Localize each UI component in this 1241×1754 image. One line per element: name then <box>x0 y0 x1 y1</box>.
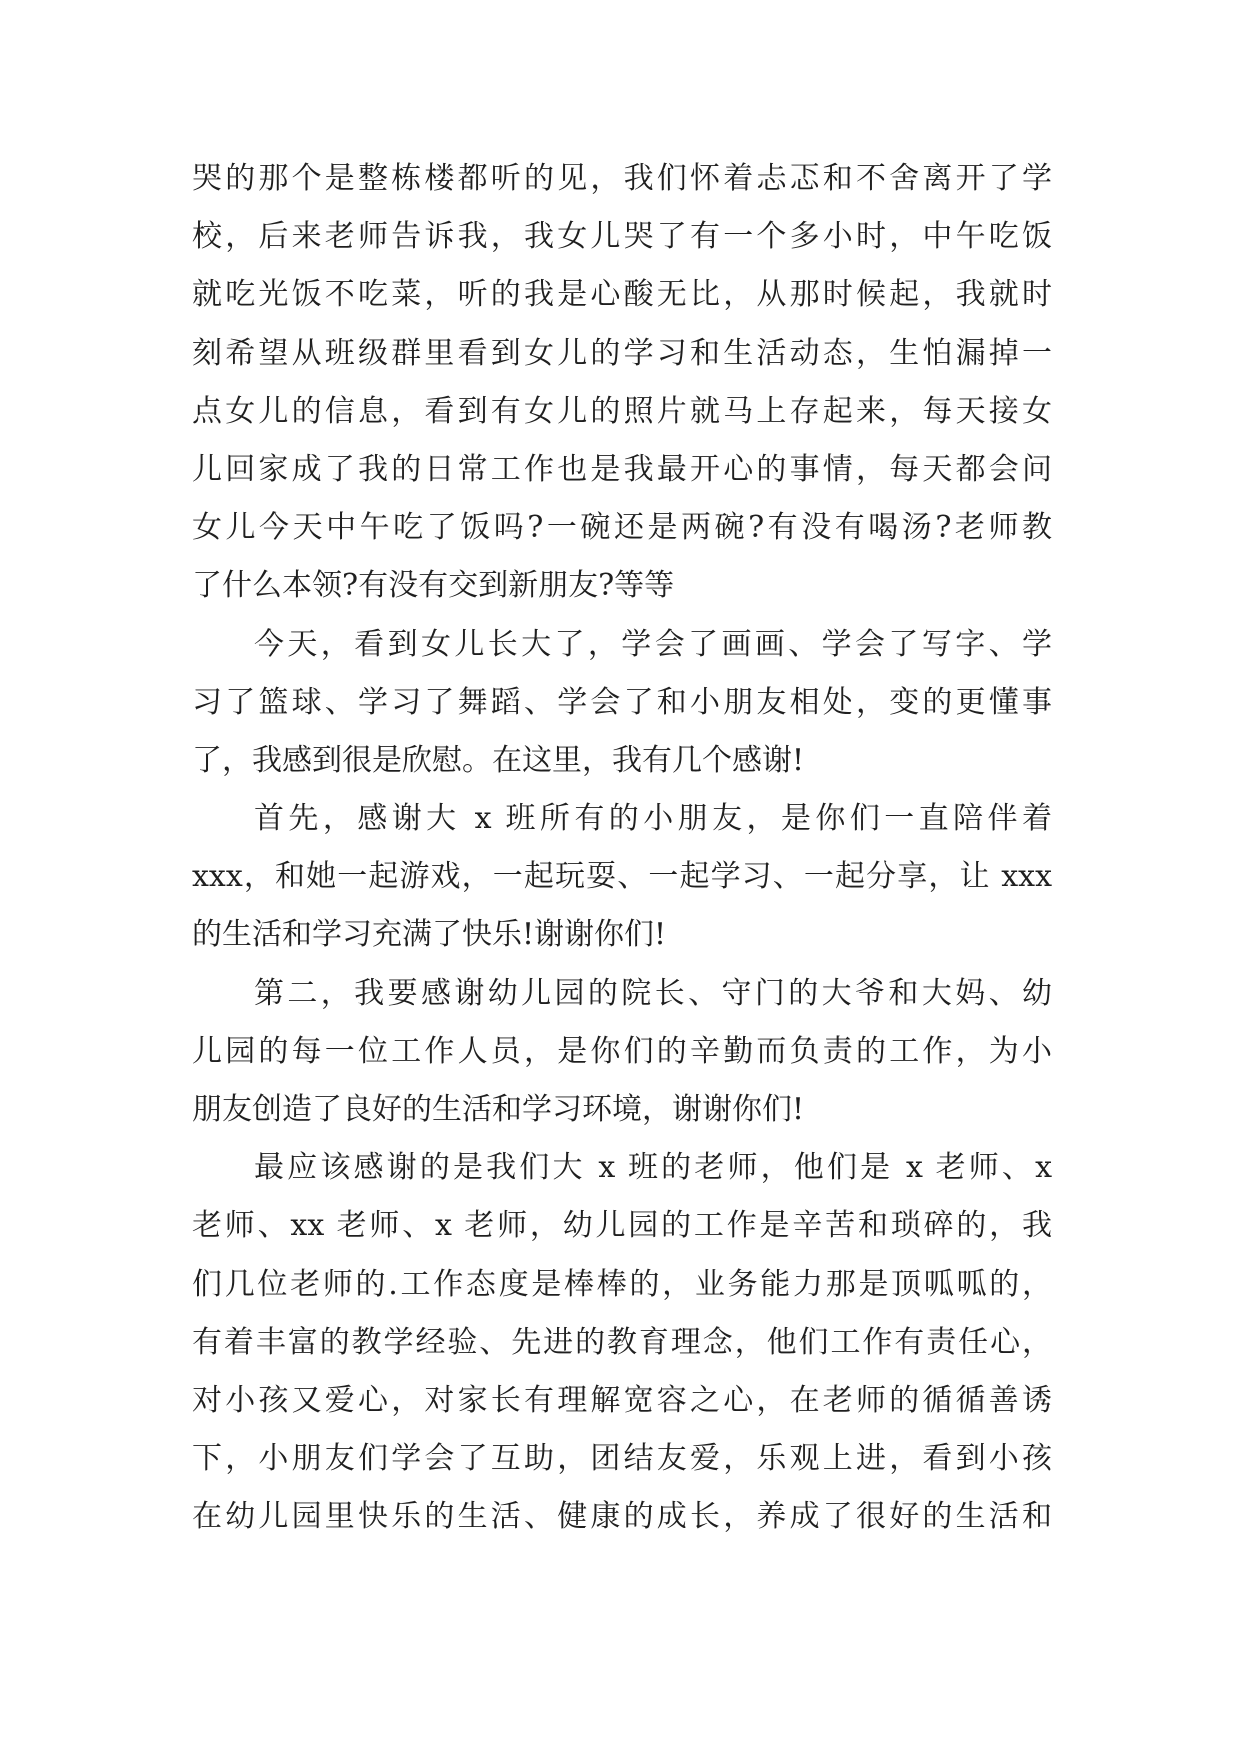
text-line: 对小孩又爱心，对家长有理解宽容之心，在老师的循循善诱 <box>192 1382 1052 1418</box>
text-line: 儿回家成了我的日常工作也是我最开心的事情，每天都会问 <box>192 451 1052 487</box>
text-line: 了，我感到很是欣慰。在这里，我有几个感谢! <box>192 742 805 778</box>
text-line: 哭的那个是整栋楼都听的见，我们怀着忐忑和不舍离开了学 <box>192 161 1052 196</box>
paragraph-first-line: 今天，看到女儿长大了，学会了画画、学会了写字、学 <box>254 626 1052 662</box>
text-line: 们几位老师的.工作态度是棒棒的，业务能力那是顶呱呱的， <box>192 1266 1052 1302</box>
text-line: 下，小朋友们学会了互助，团结友爱，乐观上进，看到小孩 <box>192 1441 1052 1477</box>
text-line: 儿园的每一位工作人员，是你们的辛勤而负责的工作，为小 <box>192 1033 1052 1069</box>
paragraph-first-line: 最应该感谢的是我们大 x 班的老师，他们是 x 老师、x <box>254 1150 1052 1186</box>
text-line: 点女儿的信息，看到有女儿的照片就马上存起来，每天接女 <box>192 393 1052 429</box>
text-line: 习了篮球、学习了舞蹈、学会了和小朋友相处，变的更懂事 <box>192 684 1052 720</box>
text-line: 有着丰富的教学经验、先进的教育理念，他们工作有责任心， <box>192 1324 1052 1360</box>
text-line: 刻希望从班级群里看到女儿的学习和生活动态，生怕漏掉一 <box>192 335 1052 371</box>
text-line: 校，后来老师告诉我，我女儿哭了有一个多小时，中午吃饭 <box>192 219 1052 255</box>
paragraph-first-line: 第二，我要感谢幼儿园的院长、守门的大爷和大妈、幼 <box>254 975 1052 1011</box>
text-line: 女儿今天中午吃了饭吗?一碗还是两碗?有没有喝汤?老师教 <box>192 510 1052 546</box>
text-line: 朋友创造了良好的生活和学习环境，谢谢你们! <box>192 1092 805 1127</box>
text-line: xxx，和她一起游戏，一起玩耍、一起学习、一起分享，让 xxx <box>192 859 1052 895</box>
paragraph-first-line: 首先，感谢大 x 班所有的小朋友，是你们一直陪伴着 <box>254 801 1052 837</box>
text-line: 在幼儿园里快乐的生活、健康的成长，养成了很好的生活和 <box>192 1499 1052 1535</box>
text-line: 就吃光饭不吃菜，听的我是心酸无比，从那时候起，我就时 <box>192 277 1052 313</box>
text-line: 了什么本领?有没有交到新朋友?等等 <box>192 568 675 604</box>
text-line: 老师、xx 老师、x 老师，幼儿园的工作是辛苦和琐碎的，我 <box>192 1208 1052 1244</box>
document-body <box>192 150 1052 1547</box>
text-line: 的生活和学习充满了快乐!谢谢你们! <box>192 917 667 953</box>
